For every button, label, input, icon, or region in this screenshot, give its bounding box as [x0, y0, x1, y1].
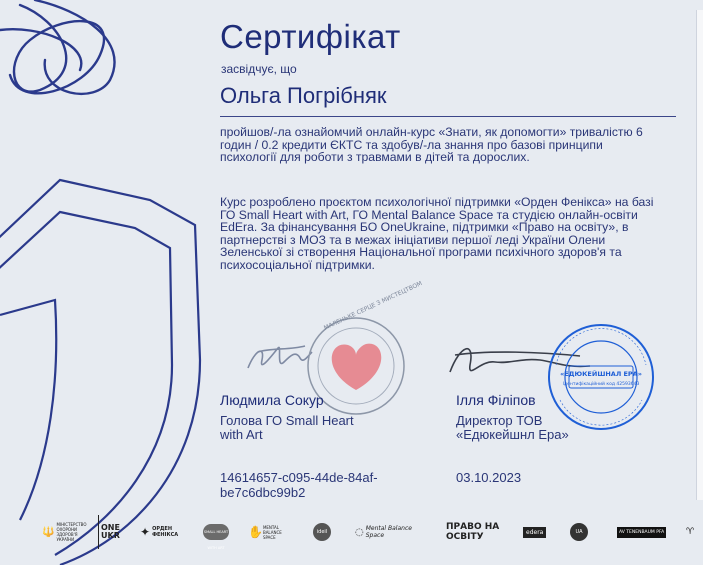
signature-left: [248, 346, 312, 368]
mental-balance-logo: ✋ MENTAL BALANCE SPACE: [248, 524, 282, 540]
signatory-right-role-line2: «Едюкейшнл Ера»: [456, 427, 569, 442]
signatory-right-name: Ілля Філіпов: [456, 392, 536, 408]
ukraine-logo: UA: [570, 515, 592, 549]
one-ukraine-logo: ONE UKR: [98, 515, 129, 549]
svg-text:«ЕДЮКЕЙШНАЛ ЕРА»: «ЕДЮКЕЙШНАЛ ЕРА»: [560, 370, 642, 378]
issue-date: 03.10.2023: [456, 470, 522, 485]
edera-stamp: [549, 325, 653, 429]
signatory-right-role-line1: Директор ТОВ: [456, 413, 543, 428]
certificate-id-line1: 14614657-c095-44de-84af-: [220, 470, 378, 485]
extra-logo: ♈: [686, 527, 695, 537]
orden-feniksa-logo: ✦ ОРДЕН ФЕНІКСА: [140, 525, 179, 539]
small-heart-logo: SMALL HEART WITH ART: [203, 515, 231, 549]
svg-text:Ідентифікаційний код 42593643: Ідентифікаційний код 42593643: [562, 382, 640, 387]
course-description: пройшов/-ла ознайомчий онлайн-курс «Знати, як допомогти» тривалістю 6 годин / 0.2 кредити ЄКТС та здобув/-ла знання про базові принципи психології для роботи з травмами в дітей та дорослих.: [220, 125, 643, 165]
certificate-title: Сертифікат: [220, 18, 401, 55]
av-tenenbaum-logo: AV TENENBAUM PFA: [617, 515, 667, 549]
edera-logo: edera: [523, 515, 549, 549]
right-edge-panel: [696, 10, 703, 500]
pravo-na-osvitu-logo: ПРАВО НА ОСВІТУ: [446, 522, 500, 542]
svg-text:МАЛЕНЬКЕ СЕРЦЕ З МИСТЕЦТВОМ: МАЛЕНЬКЕ СЕРЦЕ З МИСТЕЦТВОМ: [322, 280, 424, 332]
signatory-left-name: Людмила Сокур: [220, 392, 324, 408]
course-credits-description: Курс розроблено проєктом психологічної підтримки «Орден Фенікса» на базі ГО Small Heart with Art, ГО Mental Balance Space та студією онлайн-освіти EdEra. За фінансування БО OneUkraine, підтримки «Право на освіту», в партнерстві з МОЗ та в межах ініціативи першої леді України Олени Зеленської зі створення Національної програми психічного здоров'я та психосоціальної підтримки.: [220, 195, 654, 272]
certificate-id-line2: be7c6dbc99b2: [220, 485, 306, 500]
partner-logos: [0, 515, 702, 549]
mental-balance-space-logo: ◌ Mental Balance Space: [355, 525, 412, 539]
recipient-name: Ольга Погрібняк: [220, 83, 387, 108]
ideil-logo: ideil: [313, 515, 335, 549]
small-heart-stamp: [308, 280, 423, 414]
ministry-of-health-logo: 🔱 МІНІСТЕРСТВО ОХОРОНИ ЗДОРОВ'Я УКРАЇНИ: [42, 522, 87, 542]
certifies-text: засвідчує, що: [221, 62, 297, 76]
signatory-left-role-line1: Голова ГО Small Heart: [220, 413, 354, 428]
signatory-left-role-line2: with Art: [220, 427, 263, 442]
